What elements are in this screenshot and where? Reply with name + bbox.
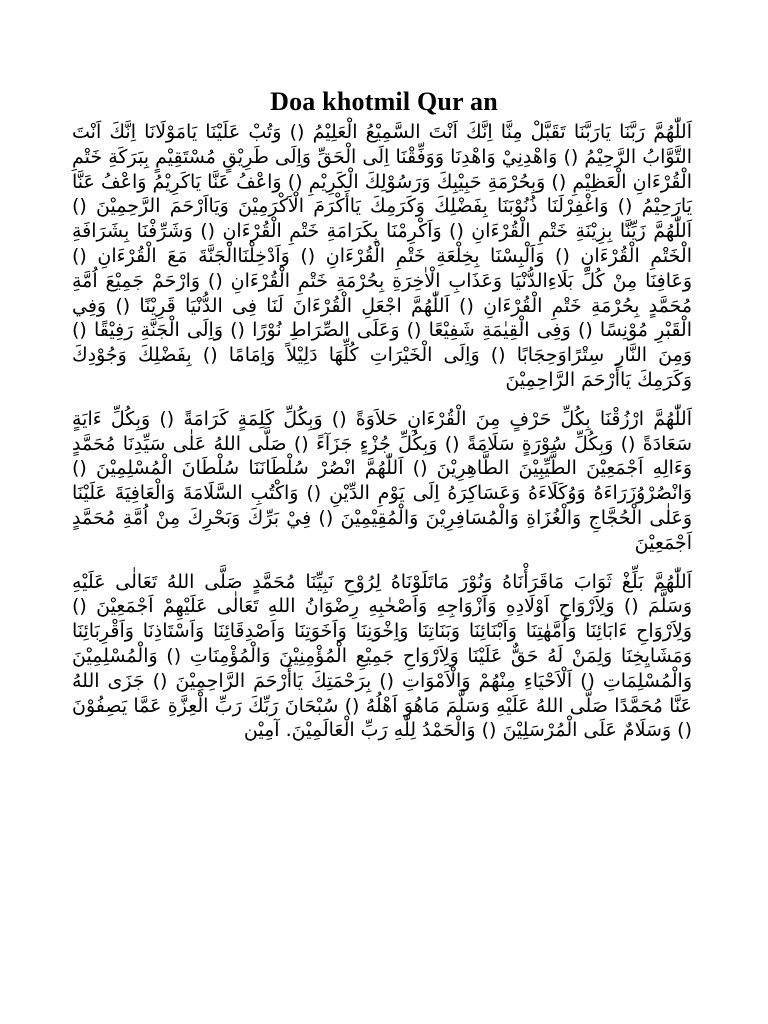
document-body xyxy=(72,120,692,743)
paragraph-3: اَللّٰهُمَّ بَلِّغْ ثَوَابَ مَاقَرَأْنَاهُ وَنُوْرَ مَاتَلَوْنَاهُ لِرُوْحِ نَبِيِّنَا مُحَمَّدٍ صَلَّى اللهُ تَعَالٰى عَلَيْهِ وَسَلَّمَ () وَلِاَرْوَاحِ اَوْلَادِهِ وَاَزْوَاجِهِ وَاَصْحٰبِهِ رِضْوَانُ اللهِ تَعَالٰى عَلَيْهِمْ اَجْمَعِيْنَ () وَلِاَرْوَاحِ ءَابَائِنَا وَاُمَّهٰتِنَا وَاَبْنَائِنَا وَبَنَاتِنَا وَاِخْوَنِنَا وَاَخَوَتِنَا وَاَصْدِقَائِنَا وَاَسْتَاذِنَا وَاَقْرِبَائِنَا وَمَشَايِخِنَا وَلِمَنْ لَهُ حَقٌّ عَلَيْنَا وَلِاَرْوَاحِ جَمِيْعِ الْمُؤْمِنِيْنَ وَالْمُؤْمِنَاتِ () وَالْمُسْلِمِيْنَ وَالْمُسْلِمَاتِ () اَلْاَحْيَاءِ مِنْهُمْ وَالْاَمْوَاتِ () بِرَحْمَتِكَ يَاأَرْحَمَ الرَّاحِمِيْنَ () جَزَى اللهُ عَنَّا مُحَمَّدًا صَلَّى اللهُ عَلَيْهِ وَسَلَّمَ مَاهُوَ اَهْلُهُ () سُبْحَانَ رَبِّكَ رَبِّ الْعِزَّةِ عَمَّا يَصِفُوْنَ () وَسَلَامٌ عَلَى الْمُرْسَلِيْنَ () وَالْحَمْدُ لِلّٰهِ رَبِّ الْعَالَمِيْنَ. آمِيْن xyxy=(72,570,692,742)
paragraph-2: اَللّٰهُمَّ ارْزُقْنَا بِكُلِّ حَرْفٍ مِنَ الْقُرْءَانِ حَلاَوَةً () وَبِكُلِّ كَلِمَةٍ كَرَامَةً () وَبِكُلِّ ءَايَةٍ سَعَادَةً () وَبِكُلِّ سُوْرَةٍ سَلَامَةً () وَبِكُلِّ جُزْءٍ جَزَآءً () صَلَّى اللهُ عَلٰى سَيِّدِنَا مُحَمَّدٍ وَءَالِهِ اَجْمَعِيْنَ الطَّيِّبِيْنَ الطَّاهِرِيْنَ () اَللّٰهُمَّ انْصُرْ سُلْطَانَنَا سُلْطَانَ الْمُسْلِمِيْنَ () وَانْصُرْوُزَرَاءَهُ وَوُكَلَاءَهُ وَعَسَاكِرَهُ اِلَى يَوْمِ الدِّيْنِ () وَاكْتُبِ السَّلَامَةَ وَالْعَافِيَةَ عَلَيْنَا وَعَلٰى الْحُجَّاجِ وَالْغُزَاةِ وَالْمُسَافِرِيْنَ وَالْمُقِيْمِيْنَ () فِيْ بَرِّكَ وَبَحْرِكَ مِنْ اُمَّةِ مُحَمَّدٍ اَجْمَعِيْنَ xyxy=(72,407,692,554)
paragraph-1: اَللّٰهُمَّ رَبَّنَا يَارَبَّنَا تَقَبَّلْ مِنَّا اِنَّكَ اَنْتَ السَّمِيْعُ الْعَلِيْمُ () وَتُبْ عَلَيْنَا يَامَوْلَانَا اِنَّكَ اَنْتَ التَّوَّابُ الرَّحِيْمُ () وَاهْدِنِيْ وَاهْدِنَا وَوَفِّقْنَا اِلَى الْحَقِّ وَاِلَى طَرِيْقٍ مُسْتَقِيْمٍ بِبَرَكَةِ خَتْمِ الْقُرْءَانِ الْعَظِيْمِ () وَبِحُرْمَةِ حَبِيْبِكَ وَرَسُوْلِكَ الْكَرِيْمِ () وَاعْفُ عَنَّا يَاكَرِيْمُ وَاعْفُ عَنَّا يَارَحِيْمُ () وَاغْفِرْلَنَا ذُنُوْبَنَا بِفَضْلِكَ وَكَرَمِكَ يَاأَكْرَمَ الْاَكْرَمِيْنَ وَيَااَرْحَمَ الرَّحِمِيْنَ () اَللّٰهُمَّ زَيِّنَّا بِزِيْنَةِ خَتْمِ الْقُرْءَانِ () وَاَكْرِمْنَا بِكَرَامَةِ خَتْمِ الْقُرْءَانِ () وَشَرِّفْنَا بِشَرَافَةِ الْخَتْمِ الْقُرْءَانِ () وَاَلْبِسْنَا بِخِلْعَةِ خَتْمِ الْقُرْءَانِ () وَاَدْخِلْنَاالْجَنَّةَ مَعَ الْقُرْءَانِ () وَعَافِنَا مِنْ كُلِّ بَلَاءِالدُّنْيَا وَعَذَابِ الْاٰخِرَةِ بِحُرْمَةِ خَتْمِ الْقُرْءَانِ () وَارْحَمْ جَمِيْعَ اُمَّةِ مُحَمَّدٍ بِحُرْمَةِ خَتْمِ الْقُرْءَانِ () اَللّٰهُمَّ اجْعَلِ الْقُرْءَانَ لَنَا فِى الدُّنْيَا قَرِيْنًا () وَفِي الْقَبْرِ مُوْنِسًا () وَفِى الْقِيٰمَةِ شَفِيْعًا () وَعَلَى الصِّرَاطِ نُوْرًا () وَاِلَى الْجَنَّةِ رَفِيْقًا () وَمِنَ النَّارِ سِتْرًاوَحِجَابًا () وَاِلَى الْخَيْرَاتِ كُلِّهَا دَلِيْلاً وَاِمَامًا () بِفَضْلِكَ وَجُوْدِكَ وَكَرَمِكَ يَاأَرْحَمَ الرَّاحِمِيْنَ xyxy=(72,121,692,391)
document-title: Doa khotmil Qur an xyxy=(270,87,498,116)
